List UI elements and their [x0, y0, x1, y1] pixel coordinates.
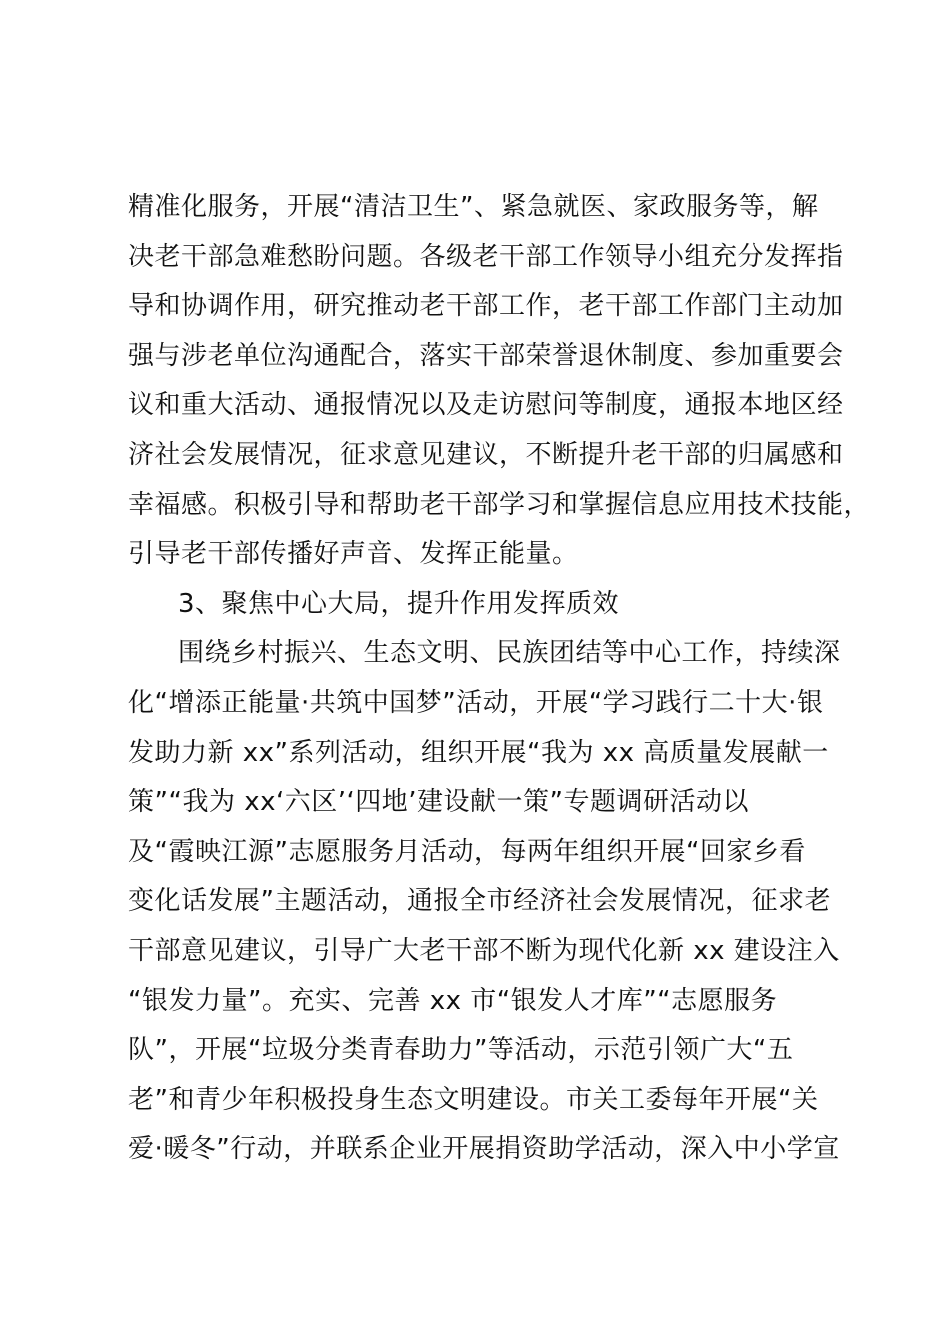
paragraph-line: 化“增添正能量·共筑中国梦”活动，开展“学习践行二十大·银 [128, 687, 824, 718]
document-body [128, 183, 871, 1175]
paragraph-line: 精准化服务，开展“清洁卫生”、紧急就医、家政服务等，解 [128, 192, 819, 222]
paragraph-2 [128, 629, 858, 1175]
paragraph-line: 老”和青少年积极投身生态文明建设。市关工委每年开展“关 [128, 1084, 819, 1115]
paragraph-line: 发助力新 xx”系列活动，组织开展“我为 xx 高质量发展献一 [128, 737, 829, 768]
paragraph-1 [128, 183, 871, 580]
paragraph-line: 干部意见建议，引导广大老干部不断为现代化新 xx 建设注入 [128, 935, 840, 966]
paragraph-line: “银发力量”。充实、完善 xx 市“银发人才库”“志愿服务 [128, 985, 778, 1016]
paragraph-line: 策”“我为 xx‘六区’‘四地’建设献一策”专题调研活动以 [128, 787, 750, 818]
paragraph-line: 议和重大活动、通报情况以及走访慰问等制度，通报本地区经 [128, 390, 844, 421]
paragraph-line: 变化话发展”主题活动，通报全市经济社会发展情况，征求老 [128, 886, 831, 917]
paragraph-line: 幸福感。积极引导和帮助老干部学习和掌握信息应用技术技能， [128, 489, 871, 520]
paragraph-line: 引导老干部传播好声音、发挥正能量。 [128, 539, 579, 570]
paragraph-line: 围绕乡村振兴、生态文明、民族团结等中心工作，持续深 [178, 638, 841, 669]
paragraph-line: 决老干部急难愁盼问题。各级老干部工作领导小组充分发挥指 [128, 241, 844, 272]
paragraph-line: 强与涉老单位沟通配合，落实干部荣誉退休制度、参加重要会 [128, 340, 844, 371]
paragraph-line: 济社会发展情况，征求意见建议，不断提升老干部的归属感和 [128, 439, 844, 470]
paragraph-line: 爱·暖冬”行动，并联系企业开展捐资助学活动，深入中小学宣 [128, 1134, 840, 1165]
paragraph-line: 及“霞映江源”志愿服务月活动，每两年组织开展“回家乡看 [128, 836, 806, 867]
paragraph-line: 队”，开展“垃圾分类青春助力”等活动，示范引领广大“五 [128, 1035, 794, 1066]
paragraph-line: 导和协调作用，研究推动老干部工作，老干部工作部门主动加 [128, 291, 844, 322]
section-heading: 3、聚焦中心大局，提升作用发挥质效 [178, 588, 620, 619]
